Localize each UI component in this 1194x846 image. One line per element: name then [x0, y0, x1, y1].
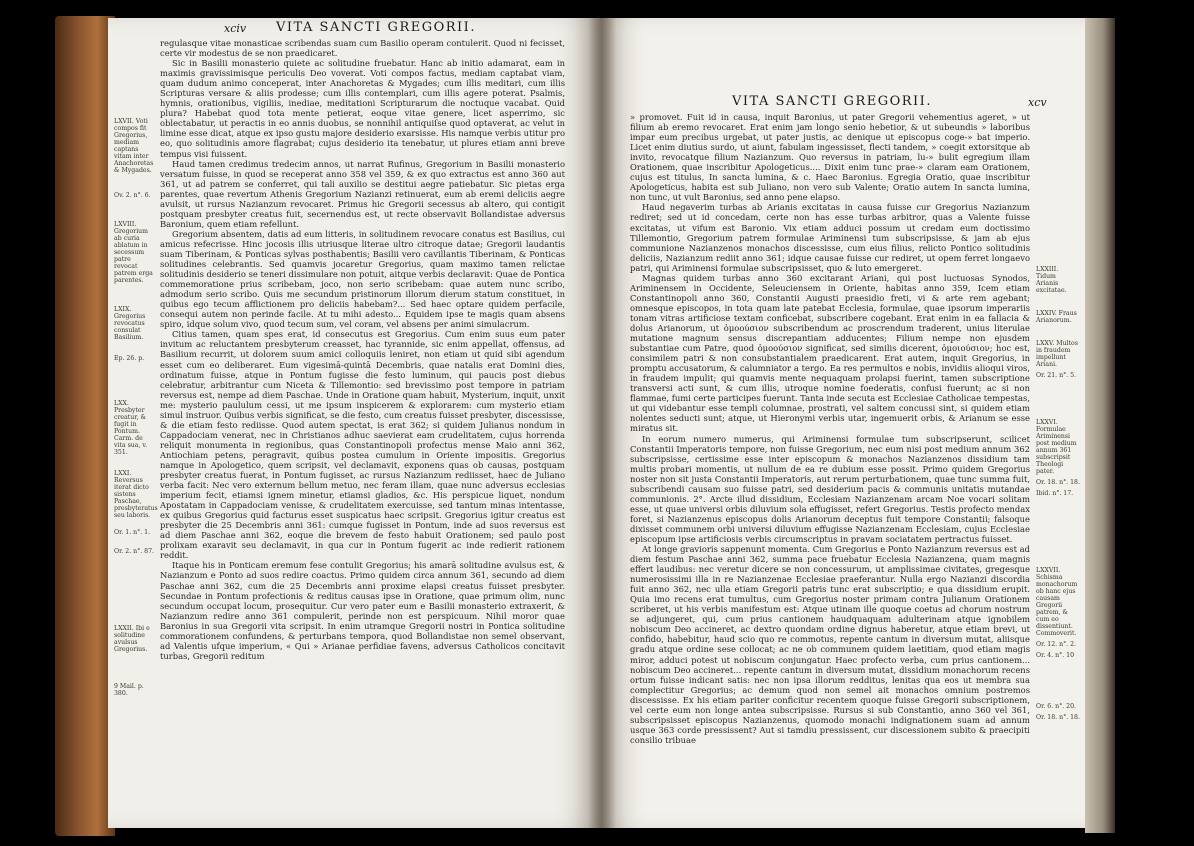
left-paragraph: Citius tamen, quam spes erat, id consecutus est Gregorius. Cum enim suus eum pater invitum ac reluctantem presbyterum creasset, hac tyrannide, sic enim appellat, offensus, ad Basilium recurrit, ut dolorem suum amici colloquiis leniret, non etiam ut quid sibi agendum esset cum eo deliberaret. Eum vigesimā-quintā Decembris, quae natalis erat Domini dies, ordinatum fuisse, atque in Pontum fugisse die festo luminum, qui paucis post diebus celebratur, arbitrantur cum Niceta & Tillemontio: sed brevissimo post tempore in patriam reversus est, nempe ad diem Paschae. Unde in Oratione quam habuit, Mysterium, inquit, unxit me: mysterio paululum cessi, ut me ipsum inspicerem & explorarem: cum mysterio etiam simul instruor. Quibus verbis significat, se die festo, cum creatus fuisset presbyter, discessisse, & die etiam festo rediisse. Quod autem spectat, is erat 362; si quidem Julianus nondum in Cappadociam venerat, nec in Christianos adhuc saevierat eam crudelitatem, cujus horrenda reliquit monumenta in regionibus, quas Constantinopoli profectus mense Maio anni 362, Antiochiam petens, peragravit, quibus postea cumulum in Oriente impositis. Gregorius namque in Apologetico, quem scripsit, vel declamavit, exponens quas ob causas, postquam presbyter creatus fuerat, in Pontum fugisset, ac rursus Nazianzum rediisset, haec de Juliano verba facit: Nec vero externum bellum metuo, nec feram illam, quae nunc adversus ecclesias imperium fecit, etiamsi ignem minetur, etiamsi gladios, &c. His perspicue liquet, nondum Apostatam in Cappadociam venisse, & crudelitatem exercuisse, sed tantum minas intentasse, ex quibus Gregorius quid facturus esset suspicatus haec scripsit. Gregorius igitur creatus est presbyter die 25 Decembris anni 361: cumque fugisset in Pontum, inde ad suos reversus est ad diem Paschae anni 362, eoque die brevem de festo habuit Orationem; sed paulo post prolixam exaravit seu declamavit, in qua cur in Pontum fugerit ac inde redierit rationem reddit. [160, 329, 565, 561]
right-page-number: xcv [1028, 96, 1047, 109]
right-margin-note: Or. 18. n°. 18. [1036, 479, 1080, 486]
left-paragraph: Haud tamen credimus tredecim annos, ut narrat Rufinus, Gregorium in Basilii monasterio versatum fuisse, in quod se receperat anno 358 vel 359, & ex quo extractus est anno 360 aut 361, ut ad patrem se conferret, qui tali auxilio se destitui aegre patiebatur. Sic pietas erga parentes, quae revertum Athenis Gregorium Nazianzi retinuerat, eum ab eremi deliciis aegre avulsit, ut rursus Nazianzum revocaret. Primus hic Gregorii secessus ab altero, qui contigit postquam presbyter creatus fuit, secernendus est, ut recte observavit Bollandistae adversus Baronium, quem etiam refellunt. [160, 158, 565, 229]
left-margin-note: Or. 2. n°. 87. [114, 548, 155, 555]
right-body-text [630, 112, 1030, 745]
left-margin-note: Ep. 26. p. [114, 355, 145, 362]
right-margin-note: LXXV. Multos in fraudem impellunt Ariani. [1036, 340, 1078, 368]
left-margin-note: LXVIII. Gregorium ab curia ablatum in secessum patre revocat patrem erga parentes. [114, 221, 153, 284]
left-margin-note: LXXI. Reversus iterat dicto sistens Paschae, presbyteratus seu laboris. [114, 470, 158, 519]
right-margin-note: LXXIII. Tidum Arianis excitatae. [1036, 266, 1067, 294]
right-page [600, 18, 1085, 828]
left-body-text [160, 38, 565, 661]
right-margin-note: Or. 6. n°. 20. [1036, 703, 1077, 710]
left-paragraph: Itaque his in Ponticam eremum fese contulit Gregorius; his amarā solitudine avulsus est, & Nazianzum e Ponto ad suos redire coactus. Primo quidem circa annum 361, secundo ad diem Paschae anni 362, cum die 25 Decembris anni proxime elapsi creatus fuisset presbyter. Secundae in Pontum profectionis & reditus causas ipse in Oratione, quae primum olim, nunc secundum occupat locum, prosequitur. Cur vero pater eum e Basilii monasterio extraxerit, & Nazianzum redire anno 361 compulerit, perinde non est perspicuum. Nihil moror quae Baronius in sua Gregorii vita scripsit. In enim utramque Gregorii nostri in Pontica solitudine commorationem confundens, & perturbans tempora, quod Bollandistae non semel observant, ad Valentis ufque imperium, « Qui » Arianae perfidiae favens, adversus Catholicos concitavit turbas, Gregorii reditum [160, 560, 565, 661]
right-paragraph: » promovet. Fuit id in causa, inquit Baronius, ut pater Gregorii vehementius ageret, » ut filium ab eremo revocaret. Erat enim jam longo senio hebetior, & ut subeundis » laboribus impar eum precibus urgebat, ut pater justis, ac denique ut episcopus coge-» bat imperio. Licet enim diutius surdo, ut aiunt, fabulam ingessisset, flecti tandem, » coegit extorsitque ab invito, revocatque filium Nazianzum. Quo reversus in patriam, lu-» bulit egregium illam Orationem, quae inscribitur Apologeticus.... Dixit enim tunc prae-» claram eam Orationem, cujus est titulus, In sancta lumina, & c. Haec Baronius. Egregia Oratio, quae inscribitur Apologeticus, habita est sub Juliano, non vero sub Valente; Oratio autem In sancta lumina, non tunc, ut vult Baronius, sed anno pene elapso. [630, 112, 1030, 203]
left-margin-note: LXXII. Ibi e solitudine avulsus Gregorius. [114, 625, 150, 653]
left-margin-note: Or. 1. n°. 1. [114, 529, 151, 536]
right-margin-note: Or. 12. n°. 2. [1036, 641, 1077, 648]
right-paragraph: Haud negaverim turbas ab Arianis excitatas in causa fuisse cur Gregorius Nazianzum rediret; sed ut id concedam, certe non has esse turbas arbitror, quas a Valente fuisse excitatas, ut vifum est Baronio. Vix etiam adduci possum ut credam eum doctissimo Tillemontio, Gregorium patrem formulae Ariminensi tum subscripsisse, & jam ab ejus communione Nazianzenos monachos discessisse, cum eius filius, relicto Pontico solitudinis deliciis, Nazianzum rediit anno 361; idque causae fuisse cur rediret, ut opem ferret longaevo patri, qui Ariminensi formulae subscripsisset, quo & luto emergeret. [630, 202, 1030, 273]
left-running-head: VITA SANCTI GREGORII. [276, 20, 476, 35]
right-paragraph: In eorum numero numerus, qui Ariminensi formulae tum subscripserunt, scilicet Constantii Imperatoris tempore, non fuisse Gregorium, nec eum nisi post medium annum 362 subscripsisse, certissime esse inter episcopum & monachos Nazianzenos dissidium tam multis probari momentis, ut nullum de ea re dubium esse possit. Primo quidem Gregorius noster non sit justa Constantii Imperatoris, aut rerum perturbationem, quae tunc summa fuit, subscribendi causam suo fuisse patri, sed desiderium pacis & communis unitatis mutandae communionis. 2°. Arcte illud dissidium, Ecclesiam Nazianzenam arcam Noe vocari solitam esse, ut quae universi orbis diluvium sola effugisset, refert Gregorius. Testis profecto mendax foret, si Nazianzenus episcopus dolis Arianorum deceptus fuit tempore Constantii; falsoque dixisset communem orbi universi diluvium effugisse Nazianzenam Ecclesiam, cujus Ecclesiae episcopum ipse artificiosis verbis circumscriptus in pravam sociatatem pertractus fuisset. [630, 433, 1030, 544]
left-margin-note: LXX. Presbyter creatur, & fugit in Pontum. Carm. de vita sua, v. 351. [114, 400, 148, 456]
left-margin-note: LXVII. Voti compos fit Gregorius, mediam captans vitam inter Anachoretas & Mygades. [114, 118, 154, 174]
book-cover-left [55, 16, 115, 836]
right-margin-note: LXXVI. Formulae Ariminensi post medium annum 361 subscripsit Theologi pater. [1036, 419, 1077, 475]
left-paragraph: Gregorium absentem, datis ad eum litteris, in solitudinem revocare conatus est Basilius, cui amicus refecrisse. Hinc jocosis illis utriusque literae ultro citroque datae; Gregorii laudantis suam Tiberinam, & Ponticas sylvas posthabentis; Basilii vero cavillantis Tiberinam, & Ponticas solitudines celebrantis. Sed quamvis jocaretur Gregorius, quam maximo tamen relictae solitudinis desiderio se teneri dissimulare non potuit, aitque verbis declaravit: Quae de Pontica commemoratione prius scribebam, joco, non serio scribebam: quae autem nunc scribo, admodum serio scribo. Quis me secundum pristinorum illorum dierum statum constituet, in quibus ego tecum afflictionem pro deliciis habebam?... Sed haec optare quidem perfacile, consequi autem non perinde facile. At tu mihi adesto... Equidem ipse te magis quam absens spiro, idque solum vivo, quod tecum sum, vel coram, vel absens per animi simulacrum. [160, 228, 565, 330]
page-edges-right [1085, 18, 1115, 833]
right-margin-note: LXXIV. Fraus Arianorum. [1036, 310, 1077, 324]
left-margin-note: Ov. 2. n°. 6. [114, 192, 151, 199]
left-paragraph: Sic in Basilii monasterio quiete ac solitudine fruebatur. Hanc ab initio adamarat, eam in maximis gravissimisque periculis Deo voverat. Voti compos factus, mediam captabat viam, quam dudum animo conceperat, inter Anachoretas & Mygades; cum illis meditari, cum illis Scripturas versare & aliis prodesse; cum illis contemplari, cum illis agere poterat. Psalmis, hymnis, orationibus, vigiliis, inediae, meditationi Scripturarum die noctuque vacabat. Quid plura? Habebat quod tota mente petierat, eoque vitae genere, licet asperrimo, sic oblectabatur, ut peractis in eo annis duobus, se nonnihil antiquiſse quod optaverat, ac velut in limine esse dicat, atque ex ipso gustu majore desiderio exarsisse. His namque verbis utitur pro eo, quo solitudinis amore flagrabat; cujus desiderio ita tenebatur, ut plures etiam anni breve tempus visi fuissent. [160, 58, 565, 159]
book-gutter [588, 18, 616, 828]
left-margin-notes [114, 118, 156, 703]
left-margin-note: LXIX. Gregorius revocatus consulat Basilium. [114, 306, 146, 341]
left-page-number: xciv [224, 22, 247, 35]
right-running-head: VITA SANCTI GREGORII. [732, 94, 932, 109]
left-margin-note: 9 Mail. p. 380. [114, 683, 144, 697]
right-margin-note: Or. 21. n°. 5. [1036, 372, 1077, 379]
left-paragraph: regulasque vitae monasticae scribendas suam cum Basilio operam contulerit. Quod ni fecisset, certe vir modestus de se non praedicaret. [160, 38, 565, 59]
right-margin-note: Ibid. n°. 17. [1036, 490, 1074, 497]
right-margin-note: Or. 4. n°. 10 [1036, 652, 1075, 659]
right-margin-notes [1036, 266, 1080, 727]
right-margin-note: Or. 18. n°. 18. [1036, 714, 1080, 721]
right-margin-note: LXXVII. Schisma monachorum ob hanc ejus causam Gregorii patrem, & cum eo dissentiunt. Commoverit. [1036, 567, 1078, 637]
right-paragraph: At longe gravioris sappenunt momenta. Cum Gregorius e Ponto Nazianzum reversus est ad diem festum Paschae anni 362, summa pace fruebatur Ecclesia Nazianzena, quam magnis effert laudibus: nec veretur dicere se non concessurum, ut amplissimae civitates, gregesque numerosissimi illa in re Nazianzenae Ecclesiae praeferantur. Nulla ergo Nazianzi discordia fuit anno 362, nec ulla etiam Gregorii patris tunc erat subscriptio; e qua dissidium erupit. Quia imo recens erat tumultus, cum Gregorius noster primam contra Julianum Orationem scriberet, ut his verbis manifestum est: Atque utinam ille quoque coetus ad chorum nostrum se adjungeret, qui, cum prius cantionem haudquaquam adulterinam atque ignobilem nobiscum Deo accineret, ac dextro quondam ordine dignus haberetur, atque etiam brevi, ut confido, habebitur, haud scio quo re commotus, repente cantum in diversum mutat, aliisque gradu atque ordine sese collocat; ac ne ob communem quidem laetitiam, quod etiam magis miror, adduci potest ut nobiscum conjungatur. Haec profecto verba, cum prius cantionem... nobiscum Deo accineret... repente cantum in diversum mutat, dissidium monachorum recens ortum fuisse indicant satis: nec non ipsa illorum redditus, lenitas qua eos ut membra sua complectitur Gregorius; ac demum quod non semel ait monachos omnium postremos discessisse. Ex his etiam pariter conficitur recentem quoque fuisse Gregorii subscriptionem, vel certe eum non longe antea subscripsisse. Rursus si sub Constantio, anno 360 vel 361, subscripsisset episcopus Nazianzenus, quomodo monachi indignationem suam ad annum usque 363 corde pressissent? Aut si tamdiu pressissent, cur discessionem subito & praecipiti consilio tribuae [630, 544, 1030, 745]
left-page [108, 18, 600, 828]
right-paragraph: Magnas quidem turbas anno 360 excitarant Ariani, qui post luctuosas Synodos, Ariminensem in Occidente, Seleuciensem in Oriente, habitas anno 359, Icem etiam Constantinopoli anno 360, Constantii Augusti praesidio freti, vi & arte rem agebant; omnesque episcopos, in tota quam late patebat Ecclesia, formulae, quae ipsorum imperariis tonam vitras artificiose textam conficebat, subscribere cogebant. Erat enim in ea fallacia & dolus Arianorum, ut ὁμοούσιον subscribendum ac proscrendum traderent, unius literulae mutatione magnum sensus discrepantiam adducentes; Filium nempe non ejusdem substantiae cum Patre, quod ὁμοούσιον significat, sed similis dicerent, ὁμοιούσιον; hoc est, consimilem patri & non consubstantialem praedicarent. Erat autem, inquit Gregorius, in promptu accusatorum, & calumniator a tergo. Ea res permultos e nobis, invidiis alioqui viros, in fraudem impulit; qui quamvis mente nequaquam prolapsi fuerint, tamen subscriptione transversi acti sunt, & cum illis, utroque nomine foederatis, confusi fuerunt; ac si non flammae, fumi certe participes fuerunt. Tanta inde secuta est Ecclesiae Catholicae tempestas, ut qui videbantur esse templi columnae, prostrati, vel saltem concussi sint, si quidem etiam nolentes seducti sunt; atque, ut Hieronymi verbis utar, ingemuerit orbis, & Arianum se esse miratus sit. [630, 272, 1030, 434]
